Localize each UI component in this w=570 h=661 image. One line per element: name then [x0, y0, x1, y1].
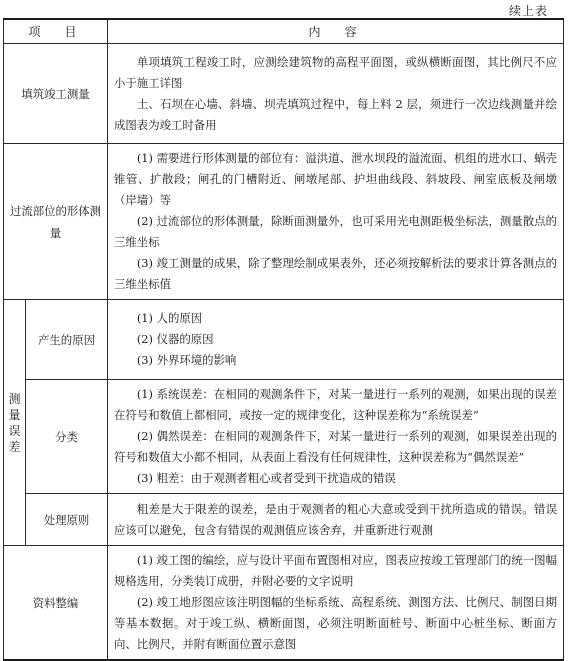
paragraph: 土、石坝在心墙、斜墙、坝壳填筑过程中，每上料 2 层，须进行一次边线测量并绘成图表为竣工时备用 — [114, 96, 558, 132]
error-label-char: 测 — [8, 391, 21, 406]
row-content — [108, 494, 564, 546]
paragraph: (3) 粗差：由于观测者粗心或者受到干扰造成的错误 — [136, 471, 396, 485]
table-row — [4, 44, 564, 144]
paragraph: (1) 竣工图的编绘，应与设计平面布置图相对应，图表应按竣工管理部门的统一图幅规格选用，分类装订成册，并附必要的文字说明 — [114, 553, 558, 588]
paragraph: (2) 偶然误差：在相同的观测条件下，对某一量进行一系列的观测，如果误差出现的符号和数值大小都不相同，从表面上看没有任何规律性，这种误差称为“偶然误差” — [114, 429, 558, 464]
row-content — [108, 144, 564, 300]
subrow-label: 产生的原因 — [26, 300, 108, 380]
row-label: 过流部位的形体测量 — [4, 144, 108, 300]
subrow-label: 处理原则 — [26, 494, 108, 546]
continued-label: 续上表 — [508, 4, 548, 18]
row-content — [108, 546, 564, 661]
error-label-char: 差 — [8, 439, 21, 454]
error-label-char: 量 — [8, 407, 21, 422]
error-group-label — [4, 300, 26, 546]
paragraph: (3) 外界环境的影响 — [136, 353, 237, 367]
row-content — [108, 380, 564, 494]
paragraph: (2) 过流部位的形体测量，除断面测量外，也可采用光电测距极坐标法，测量散点的三维坐标 — [114, 214, 558, 249]
paragraph: (1) 需要进行形体测量的部位有：溢洪道、泄水坝段的溢流面、机组的进水口、蜗壳锥管、扩散段；闸孔的门槽附近、闸墩尾部、护坦曲线段、斜坡段、闸室底板及闸墩（岸墙）等 — [114, 151, 558, 207]
row-content — [108, 44, 564, 144]
table-row — [4, 144, 564, 300]
table-row — [4, 380, 564, 494]
table-row — [4, 300, 564, 380]
header-content: 内 容 — [108, 19, 564, 44]
row-label: 填筑竣工测量 — [4, 44, 108, 144]
paragraph: 单项填筑工程竣工时，应测绘建筑物的高程平面图，或纵横断面图，其比例尺不应小于施工详图 — [114, 54, 558, 90]
paragraph: (2) 仪器的原因 — [136, 332, 214, 346]
subrow-label: 分类 — [26, 380, 108, 494]
header-item: 项 目 — [4, 19, 108, 44]
paragraph: (1) 人的原因 — [136, 311, 203, 325]
table-header-row — [4, 19, 564, 44]
paragraph: (1) 系统误差：在相同的观测条件下，对某一量进行一系列的观测，如果出现的误差在符号和数值上都相同，或按一定的规律变化，这种误差称为“系统误差” — [114, 387, 558, 422]
survey-table — [3, 18, 564, 661]
table-row — [4, 546, 564, 661]
paragraph: (3) 竣工测量的成果，除了整理绘制成果表外，还必须按解析法的要求计算各测点的三维坐标值 — [114, 256, 558, 291]
row-label: 资料整编 — [4, 546, 108, 661]
paragraph: (2) 竣工地形图应该注明图幅的坐标系统、高程系统、测图方法、比例尺、制图日期等基本数据。对于竣工纵、横断面图，必须注明断面桩号、断面中心桩坐标、断面方向、比例尺，并附有断面位置示意图 — [114, 595, 558, 651]
paragraph: 粗差是大于限差的误差，是由于观测者的粗心大意或受到干扰所造成的错误。错误应该可以避免，包含有错误的观测值应该舍弃，并重新进行观测 — [114, 501, 558, 537]
error-label-char: 误 — [8, 423, 21, 438]
table-row — [4, 494, 564, 546]
row-content — [108, 300, 564, 380]
